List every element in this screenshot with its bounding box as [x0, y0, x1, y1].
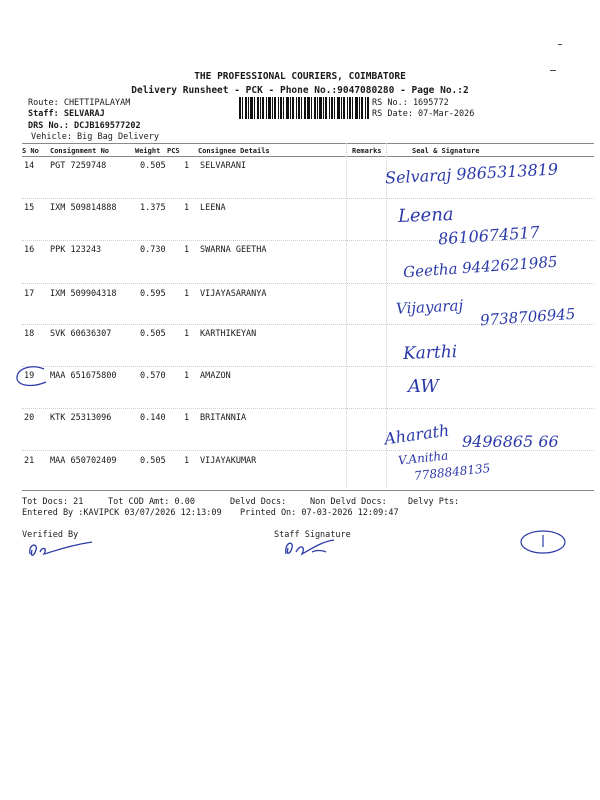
table-row [0, 456, 600, 498]
tot-cod: Tot COD Amt: 0.00 [108, 497, 195, 507]
row-consignee: BRITANNIA [200, 413, 247, 423]
row-consignment: IXM 509904318 [50, 289, 117, 299]
col-weight: Weight [135, 147, 161, 155]
row-weight: 1.375 [140, 203, 166, 213]
row-consignment: PGT 7259748 [50, 161, 107, 171]
col-seal: Seal & Signature [412, 147, 480, 155]
entered-by: Entered By :KAVIPCK 03/07/2026 12:13:09 [22, 508, 222, 518]
signature-row-19: AW [408, 376, 439, 397]
row-consignment: MAA 651675800 [50, 371, 117, 381]
drs-label: DRS No.: DCJB169577202 [28, 121, 141, 131]
row-pcs: 1 [184, 456, 190, 466]
printed-on: Printed On: 07-03-2026 12:09:47 [240, 508, 399, 518]
row-pcs: 1 [184, 245, 190, 255]
phone-row-15: 8610674517 [437, 222, 541, 249]
header-divider [22, 156, 594, 157]
non-delvd-docs: Non Delvd Docs: [310, 497, 387, 507]
rs-date: RS Date: 07-Mar-2026 [372, 109, 475, 119]
col-consignee: Consignee Details [198, 147, 270, 155]
delvd-docs: Delvd Docs: [230, 497, 287, 507]
row-separator [22, 283, 594, 284]
row-consignment: IXM 509814888 [50, 203, 117, 213]
row-sno: 14 [24, 161, 35, 171]
row-consignment: PPK 123243 [50, 245, 102, 255]
signature-row-15: Leena [397, 204, 454, 227]
phone-row-17: 9738706945 [479, 304, 576, 330]
corner-mark [550, 70, 556, 71]
signature-row-16: Geetha 9442621985 [402, 252, 559, 282]
row-weight: 0.505 [140, 456, 166, 466]
row-separator [22, 198, 594, 199]
row-pcs: 1 [184, 371, 190, 381]
delvy-pts: Delvy Pts: [408, 497, 460, 507]
runsheet-title: Delivery Runsheet - PCK - Phone No.:9047080280 - Page No.:2 [131, 85, 469, 96]
row-weight: 0.595 [140, 289, 166, 299]
table-row [0, 329, 600, 371]
staff-signature-label: Staff Signature [274, 530, 351, 540]
row-consignee: VIJAYAKUMAR [200, 456, 257, 466]
row-sno: 17 [24, 289, 35, 299]
row-weight: 0.570 [140, 371, 166, 381]
staff-signature [282, 534, 352, 560]
staff-label: Staff: SELVARAJ [28, 109, 105, 119]
table-row [0, 371, 600, 413]
rs-number: RS No.: 1695772 [372, 98, 449, 108]
row-consignee: SELVARANI [200, 161, 247, 171]
row-separator [22, 408, 594, 409]
row-consignee: KARTHIKEYAN [200, 329, 257, 339]
corner-mark [558, 44, 562, 45]
col-consignment: Consignment No [50, 147, 110, 155]
signature-row-21: V.Anitha [397, 448, 449, 468]
row-sno: 15 [24, 203, 35, 213]
row-consignee: VIJAYASARANYA [200, 289, 267, 299]
route-label: Route: CHETTIPALAYAM [28, 98, 131, 108]
row-sno: 19 [24, 371, 35, 381]
row-separator [22, 366, 594, 367]
row-weight: 0.730 [140, 245, 166, 255]
signature-row-20: Aharath [382, 420, 451, 449]
company-title: THE PROFESSIONAL COURIERS, COIMBATORE [194, 71, 406, 82]
row-consignee: AMAZON [200, 371, 231, 381]
circle-mark [14, 364, 54, 390]
vehicle-label: Vehicle: Big Bag Delivery [31, 132, 159, 142]
row-consignment: MAA 650702409 [50, 456, 117, 466]
phone-row-21: 7788848135 [413, 461, 491, 483]
row-weight: 0.505 [140, 161, 166, 171]
verified-signature [26, 536, 106, 562]
row-pcs: 1 [184, 289, 190, 299]
signature-row-17: Vijayaraj [395, 296, 464, 318]
col-pcs: PCS [167, 147, 180, 155]
row-consignee: SWARNA GEETHA [200, 245, 267, 255]
table-top-border [22, 143, 594, 144]
tot-docs: Tot Docs: 21 [22, 497, 84, 507]
row-pcs: 1 [184, 329, 190, 339]
col-remarks: Remarks [352, 147, 382, 155]
row-pcs: 1 [184, 161, 190, 171]
barcode [239, 97, 369, 119]
row-pcs: 1 [184, 203, 190, 213]
verified-by-label: Verified By [22, 530, 79, 540]
row-consignment: SVK 60636307 [50, 329, 112, 339]
row-sno: 20 [24, 413, 35, 423]
row-sno: 21 [24, 456, 35, 466]
row-consignee: LEENA [200, 203, 226, 213]
signature-row-14: Selvaraj 9865313819 [384, 159, 559, 188]
table-bottom-border [22, 490, 594, 491]
row-pcs: 1 [184, 413, 190, 423]
signature-row-18: Karthi [402, 342, 458, 364]
row-weight: 0.140 [140, 413, 166, 423]
row-consignment: KTK 25313096 [50, 413, 112, 423]
row-weight: 0.505 [140, 329, 166, 339]
row-sno: 18 [24, 329, 35, 339]
col-sno: S No [22, 147, 39, 155]
ink-circle-mark [518, 527, 570, 557]
row-sno: 16 [24, 245, 35, 255]
phone-row-20: 9496865 66 [462, 432, 559, 451]
